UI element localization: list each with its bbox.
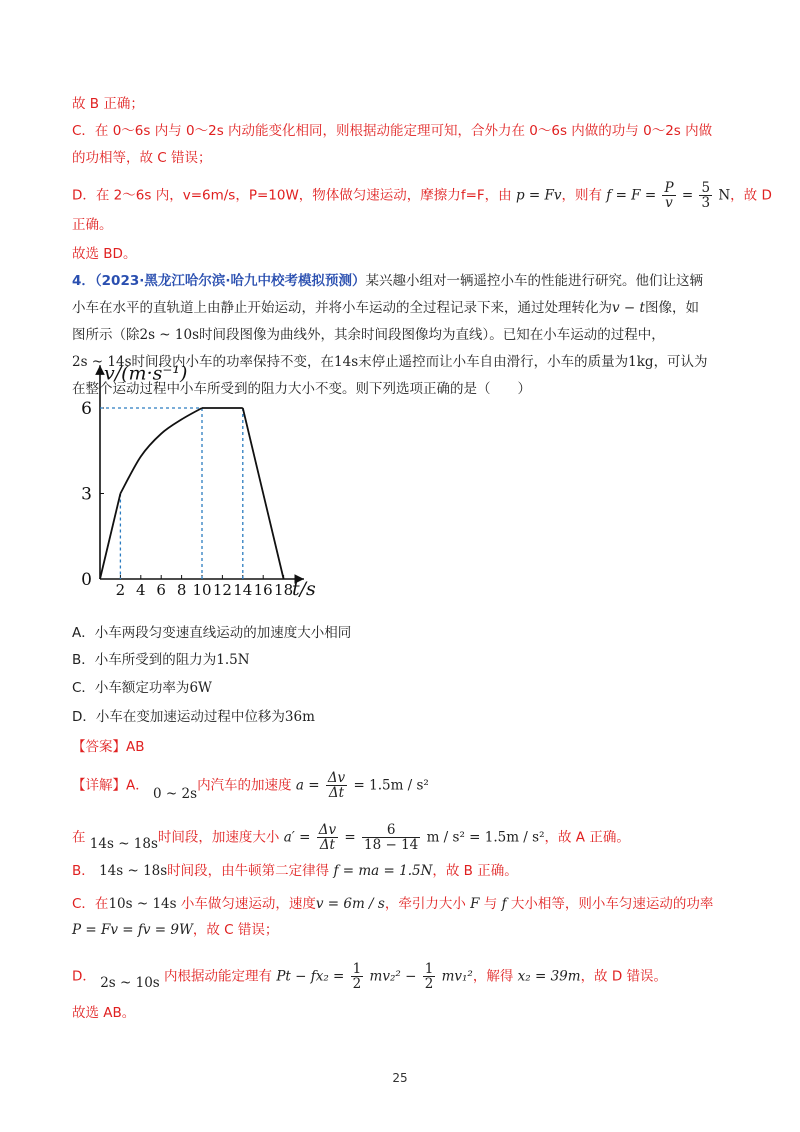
question-source: （2023·黑龙江哈尔滨·哈九中校考模拟预测） (94, 273, 366, 289)
fraction (317, 823, 338, 852)
text-span: 小车做匀速运动，速度 (180, 896, 316, 912)
numerator: 1 (352, 961, 362, 977)
origin-label: 0 (81, 570, 92, 590)
math-expr: P = Fv = fv = 9W (72, 922, 193, 938)
text-span: 时间段图像为曲线外，其余时间段图像均为直线）。已知在小车运动的过程中， (199, 327, 665, 343)
math-expr: v = 6m / s (315, 896, 385, 912)
math-expr: = (344, 829, 356, 846)
y-tick-label: 6 (81, 399, 92, 419)
option-a: A．小车两段匀变速直线运动的加速度大小相同 (72, 625, 352, 641)
text-span: ，故 A 正确。 (544, 829, 630, 846)
math-expr: f (501, 896, 507, 912)
text-span: D．小车在变加速运动过程中位移为 (72, 709, 285, 725)
fraction (662, 181, 675, 210)
fraction (351, 962, 364, 991)
math-expr: mv₂² − (369, 968, 417, 985)
math-expr: 1kg (628, 354, 654, 370)
text-span: ，则有 (561, 187, 602, 204)
numerator: 5 (701, 180, 711, 196)
text-span: ，解得 (472, 968, 514, 985)
answer-line: 【答案】AB (72, 739, 145, 755)
math-expr: 1.5N (216, 652, 250, 668)
text-span: C．在 (72, 896, 109, 912)
text-span: 【详解】A． (72, 777, 149, 794)
question-line (72, 297, 740, 319)
detail-line (72, 771, 740, 800)
text-span: v=6m/s， (182, 187, 249, 204)
text-span: 某兴趣小组对一辆遥控小车的性能进行研究。他们让这辆 (365, 273, 703, 289)
math-expr: x₂ = 39m (517, 968, 581, 985)
velocity-segment (100, 494, 120, 580)
velocity-segment (120, 408, 202, 494)
x-tick-label: 18 (274, 581, 294, 599)
denominator: 2 (352, 976, 362, 992)
text-span: D．在 2～6s 内， (72, 187, 183, 204)
math-expr: 14s ~ 18s (89, 835, 158, 852)
denominator: v (665, 195, 673, 211)
text-line: 故 B 正确； (72, 96, 144, 112)
text-span: 末停止遥控而让小车自由滑行，小车的质量为 (358, 354, 629, 370)
denominator: Δt (319, 837, 335, 853)
text-span: 内根据动能定理有 (164, 968, 273, 985)
x-tick-label: 16 (253, 581, 273, 599)
text-span: D． (72, 968, 96, 985)
numerator: 1 (424, 961, 434, 977)
math-expr: mv₁² (441, 968, 473, 985)
fraction (423, 962, 436, 991)
denominator: 18 − 14 (364, 837, 419, 853)
fraction (362, 823, 420, 852)
denominator: 2 (424, 976, 434, 992)
x-tick-label: 14 (233, 581, 253, 599)
text-span: 与 (483, 896, 498, 912)
y-axis-label: v/(m·s⁻¹) (104, 362, 188, 385)
text-span: 大小相等，则小车匀速运动的功率 (510, 896, 714, 912)
text-span: 图像，如 (644, 300, 699, 316)
detail-line: 故选 AB。 (72, 1005, 136, 1021)
math-expr: p = Fv (515, 187, 562, 204)
text-span: 时间段，由牛顿第二定律得 (167, 863, 330, 879)
y-tick-label: 3 (81, 484, 92, 505)
option-c (72, 677, 740, 699)
text-line: 的功相等，故 C 错误； (72, 150, 212, 166)
text-span: ，故 D (730, 187, 772, 204)
velocity-segment (243, 408, 284, 579)
x-tick-label: 6 (156, 581, 166, 599)
math-expr: = 1.5m / s² (353, 777, 429, 794)
velocity-curve (100, 408, 284, 579)
text-span: 小车在水平的直轨道上由静止开始运动，并将小车运动的全过程记录下来，通过处理转化为 (72, 300, 612, 316)
math-expr: N (718, 187, 731, 204)
detail-line (72, 962, 740, 991)
detail-line (72, 823, 740, 852)
question-line (72, 270, 740, 292)
math-expr: 10s ~ 14s (108, 896, 177, 912)
text-span: ，故 B 正确。 (432, 863, 518, 879)
fraction (326, 771, 347, 800)
math-expr: a′ = (283, 829, 311, 846)
math-expr: Pt − fx₂ = (276, 968, 345, 985)
text-span: 在 (72, 829, 86, 846)
text-span: ，牵引力大小 (384, 896, 466, 912)
text-span: ，故 D 错误。 (580, 968, 668, 985)
math-expr: 6W (189, 680, 212, 696)
math-expr: 14s ~ 18s (99, 863, 168, 879)
math-expr: F (470, 896, 480, 912)
question-line: 在整个运动过程中小车所受到的阻力大小不变。则下列选项正确的是（ ） (72, 381, 531, 397)
numerator: P (664, 180, 674, 196)
text-line: 正确。 (72, 217, 113, 233)
text-span: 图所示（除 (72, 327, 140, 343)
text-span: ，可认为 (653, 354, 708, 370)
text-line (72, 180, 772, 211)
x-tick-label: 12 (212, 581, 232, 599)
math-expr: 14s (334, 354, 359, 370)
option-d (72, 706, 740, 728)
denominator: Δt (328, 785, 345, 801)
question-number: 4． (72, 273, 95, 289)
option-b (72, 649, 740, 671)
math-expr: 36m (284, 709, 315, 725)
numerator: 6 (362, 823, 420, 838)
x-tick-label: 4 (136, 581, 146, 599)
math-expr: 2s ~ 10s (139, 327, 200, 343)
text-span: ，故 C 错误； (192, 922, 279, 938)
detail-line (72, 919, 740, 941)
math-expr: f = ma = 1.5N (333, 863, 433, 879)
text-span: 内汽车的加速度 (197, 777, 292, 794)
math-expr: v − t (612, 300, 645, 316)
math-expr: m / s² = 1.5m / s² (426, 829, 545, 846)
text-line: C．在 0～6s 内与 0～2s 内动能变化相同，则根据动能定理可知，合外力在 0～6s 内做的功与 0～2s 内做 (72, 123, 713, 139)
x-tick-label: 2 (115, 581, 126, 599)
page-number: 25 (392, 1071, 408, 1085)
math-expr: a = (295, 777, 320, 794)
x-tick-label: 8 (176, 581, 187, 599)
math-expr: f = F = (606, 187, 657, 204)
math-expr: = (681, 187, 694, 204)
detail-line (72, 893, 740, 915)
text-span: 时间段内小车的功率保持不变，在 (131, 354, 335, 370)
numerator: Δv (318, 822, 337, 838)
text-line: 故选 BD。 (72, 246, 137, 262)
question-line (72, 324, 740, 346)
text-span: B．小车所受到的阻力为 (72, 652, 217, 668)
detail-line (72, 860, 740, 882)
math-expr: 2s ~ 14s (72, 354, 132, 370)
text-span: 时间段，加速度大小 (157, 829, 280, 846)
text-span: B． (72, 863, 95, 879)
x-axis-label: t/s (292, 578, 316, 600)
math-expr: 2s ~ 10s (100, 974, 160, 991)
text-span: f=F，由 (460, 187, 512, 204)
text-span: C．小车额定功率为 (72, 680, 190, 696)
denominator: 3 (701, 195, 711, 211)
text-span: P=10W，物体做匀速运动，摩擦力 (248, 187, 461, 204)
numerator: Δv (327, 770, 346, 786)
math-expr: 0 ~ 2s (153, 785, 198, 802)
x-tick-label: 10 (192, 581, 212, 599)
fraction (699, 181, 712, 210)
